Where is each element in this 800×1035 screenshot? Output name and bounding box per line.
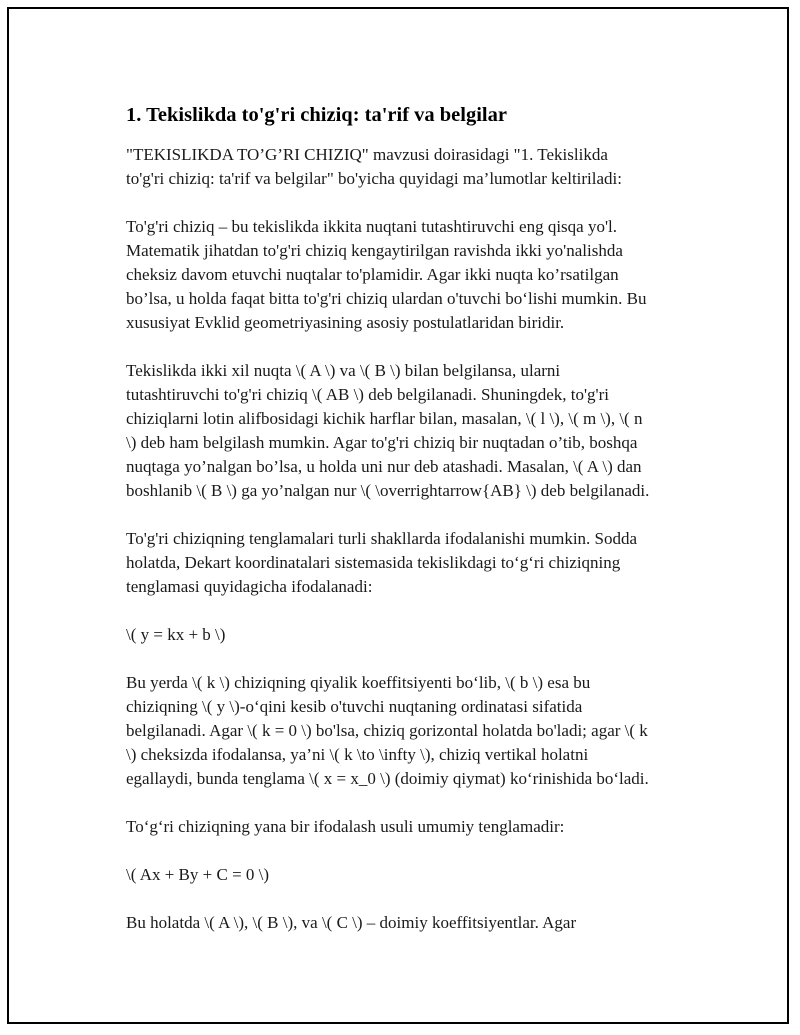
page-frame — [7, 7, 789, 1024]
equation-intro-paragraph: To'g'ri chiziqning tenglamalari turli shakllarda ifodalanishi mumkin. Sodda holatda, Dekart koordinatalari sistemasida tekislikdagi to‘g‘ri chiziqning tenglamasi quyidagicha ifodalanadi: — [126, 529, 638, 596]
slope-intercept-equation: \( y = kx + b \) — [126, 625, 226, 644]
intro-paragraph: "TEKISLIKDA TO’G’RI CHIZIQ" mavzusi doirasidagi "1. Tekislikda to'g'ri chiziq: ta'rif va belgilar" bo'yicha quyidagi ma’lumotlar keltiriladi: — [126, 145, 622, 188]
general-form-equation: \( Ax + By + C = 0 \) — [126, 865, 270, 884]
slope-explanation-paragraph: Bu yerda \( k \) chiziqning qiyalik koeffitsiyenti bo‘lib, \( b \) esa bu chiziqning \( y \)-o‘qini kesib o'tuvchi nuqtaning ordinatasi sifatida belgilanadi. Agar \( k = 0 \) bo'lsa, chiziq gorizontal holatda bo'ladi; agar \( k \) cheksizda ifodalansa, ya’ni \( k \to \infty \), chiziq vertikal holatni egallaydi, bunda tenglama \( x = x_0 \) (doimiy qiymat) ko‘rinishida bo‘ladi. — [126, 673, 649, 788]
section-title: 1. Tekislikda to'g'ri chiziq: ta'rif va belgilar — [126, 104, 507, 126]
document-body — [126, 101, 701, 959]
coefficients-paragraph: Bu holatda \( A \), \( B \), va \( C \) – doimiy koeffitsiyentlar. Agar — [126, 913, 577, 932]
general-form-intro-paragraph: To‘g‘ri chiziqning yana bir ifodalash usuli umumiy tenglamadir: — [126, 817, 565, 836]
notation-paragraph: Tekislikda ikki xil nuqta \( A \) va \( B \) bilan belgilansa, ularni tutashtiruvchi to'g'ri chiziq \( AB \) deb belgilanadi. Shuningdek, to'g'ri chiziqlarni lotin alifbosidagi kichik harflar bilan, masalan, \( l \), \( m \), \( n \) deb ham belgilash mumkin. Agar to'g'ri chiziq bir nuqtadan o’tib, boshqa nuqtaga yo’nalgan bo’lsa, u holda uni nur deb atashadi. Masalan, \( A \) dan boshlanib \( B \) ga yo’nalgan nur \( \overrightarrow{AB} \) deb belgilanadi. — [126, 361, 650, 500]
definition-paragraph: To'g'ri chiziq – bu tekislikda ikkita nuqtani tutashtiruvchi eng qisqa yo'l. Matematik jihatdan to'g'ri chiziq kengaytirilgan ravishda ikki yo'nalishda cheksiz davom etuvchi nuqtalar to'plamidir. Agar ikki nuqta ko’rsatilgan bo’lsa, u holda faqat bitta to'g'ri chiziq ulardan o'tuvchi bo‘lishi mumkin. Bu xususiyat Evklid geometriyasining asosiy postulatlaridan biridir. — [126, 217, 647, 332]
